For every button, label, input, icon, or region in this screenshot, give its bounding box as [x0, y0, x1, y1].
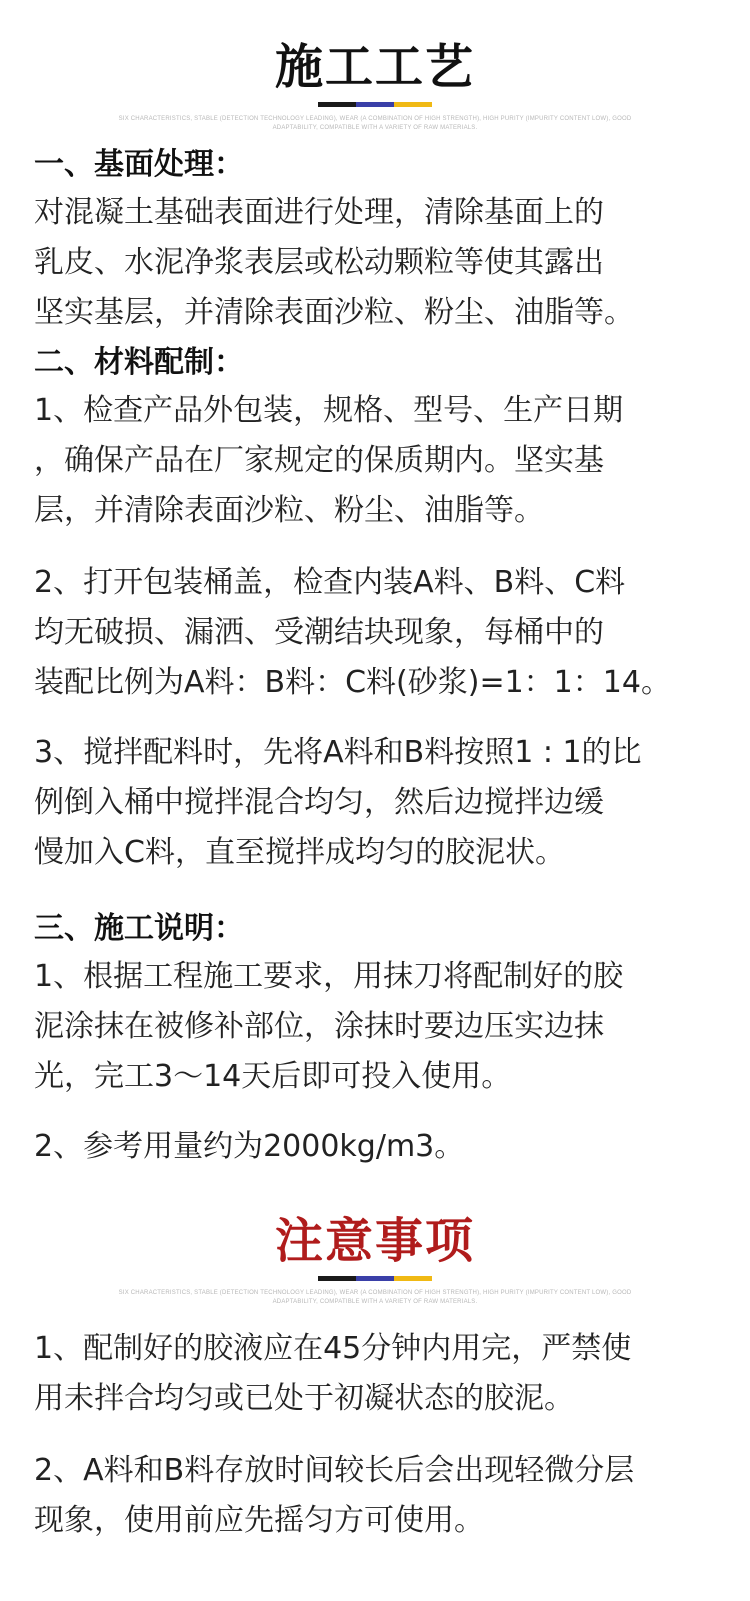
- paragraph-line: 2、参考用量约为2000kg/m3。: [34, 1129, 465, 1164]
- paragraph-line: 慢加入C料，直至搅拌成均匀的胶泥状。: [34, 835, 565, 870]
- paragraph-line: 泥涂抹在被修补部位，涂抹时要边压实边抹: [34, 1009, 604, 1044]
- material-preparation-section: [34, 340, 734, 536]
- underline-segment-blue: [356, 102, 394, 107]
- section-heading: 三、施工说明：: [34, 911, 244, 946]
- paragraph-line: 2、打开包装桶盖，检查内装A料、B料、C料: [34, 565, 626, 600]
- underline-segment-blue: [356, 1276, 394, 1281]
- paragraph-line: 1、检查产品外包装，规格、型号、生产日期: [34, 393, 624, 428]
- paragraph: [34, 386, 734, 536]
- title-underline-bar: [0, 102, 750, 107]
- underline-segment-yellow: [394, 1276, 432, 1281]
- paragraph-line: 层，并清除表面沙粒、粉尘、油脂等。: [34, 493, 544, 528]
- paragraph-line: 现象，使用前应先摇匀方可使用。: [34, 1503, 484, 1538]
- paragraph-line: 3、搅拌配料时，先将A料和B料按照1 : 1的比: [34, 735, 642, 770]
- section-heading: 二、材料配制：: [34, 345, 244, 380]
- paragraph-line: 均无破损、漏洒、受潮结块现象，每桶中的: [34, 615, 604, 650]
- paragraph-body: [34, 1446, 734, 1546]
- paragraph: [34, 952, 734, 1102]
- underline-segment-dark: [318, 102, 356, 107]
- title-underline-bar: [0, 1276, 750, 1281]
- paragraph-line: 例倒入桶中搅拌混合均匀，然后边搅拌边缓: [34, 785, 604, 820]
- paragraph-body: [34, 728, 734, 878]
- paragraph-line: 装配比例为A料：B料：C料(砂浆)=1：1：14。: [34, 665, 671, 700]
- section-heading: 一、基面处理：: [34, 147, 244, 182]
- paragraph: [34, 188, 734, 338]
- paragraph: [34, 728, 734, 878]
- section-header-construction: [0, 38, 750, 133]
- section-title: 注意事项: [274, 1213, 475, 1269]
- fine-print-caption: SIX CHARACTERISTICS, STABLE (DETECTION TECHNOLOGY LEADING), WEAR (A COMBINATION OF HIGH STRENGTH), HIGH PURITY (IMPURITY CONTENT LOW), GOOD ADAPTABILITY, COMPATIBLE WITH A VARIETY OF RAW MATERIALS.: [118, 116, 632, 131]
- paragraph-line: 对混凝土基础表面进行处理，清除基面上的: [34, 195, 604, 230]
- fine-print-caption: SIX CHARACTERISTICS, STABLE (DETECTION TECHNOLOGY LEADING), WEAR (A COMBINATION OF HIGH STRENGTH), HIGH PURITY (IMPURITY CONTENT LOW), GOOD ADAPTABILITY, COMPATIBLE WITH A VARIETY OF RAW MATERIALS.: [118, 1290, 632, 1305]
- notes-paragraph: [34, 1324, 734, 1424]
- paragraph-line: ，确保产品在厂家规定的保质期内。坚实基: [34, 443, 604, 478]
- underline-segment-yellow: [394, 102, 432, 107]
- paragraph-body: [34, 1122, 734, 1172]
- section-header-notes: [0, 1212, 750, 1307]
- paragraph-line: 用未拌合均匀或已处于初凝状态的胶泥。: [34, 1381, 574, 1416]
- paragraph-line: 光，完工3～14天后即可投入使用。: [34, 1059, 512, 1094]
- paragraph: [34, 1122, 734, 1172]
- paragraph: [34, 558, 734, 708]
- paragraph-line: 1、配制好的胶液应在45分钟内用完，严禁使: [34, 1331, 632, 1366]
- base-treatment-section: [34, 142, 734, 338]
- section-title: 施工工艺: [274, 39, 475, 95]
- notes-paragraph: [34, 1446, 734, 1546]
- paragraph-line: 2、A料和B料存放时间较长后会出现轻微分层: [34, 1453, 635, 1488]
- paragraph-line: 乳皮、水泥净浆表层或松动颗粒等使其露出: [34, 245, 604, 280]
- paragraph-line: 1、根据工程施工要求，用抹刀将配制好的胶: [34, 959, 624, 994]
- paragraph-line: 坚实基层，并清除表面沙粒、粉尘、油脂等。: [34, 295, 634, 330]
- paragraph-body: [34, 1324, 734, 1424]
- paragraph-body: [34, 558, 734, 708]
- underline-segment-dark: [318, 1276, 356, 1281]
- construction-instructions-section: [34, 906, 734, 1102]
